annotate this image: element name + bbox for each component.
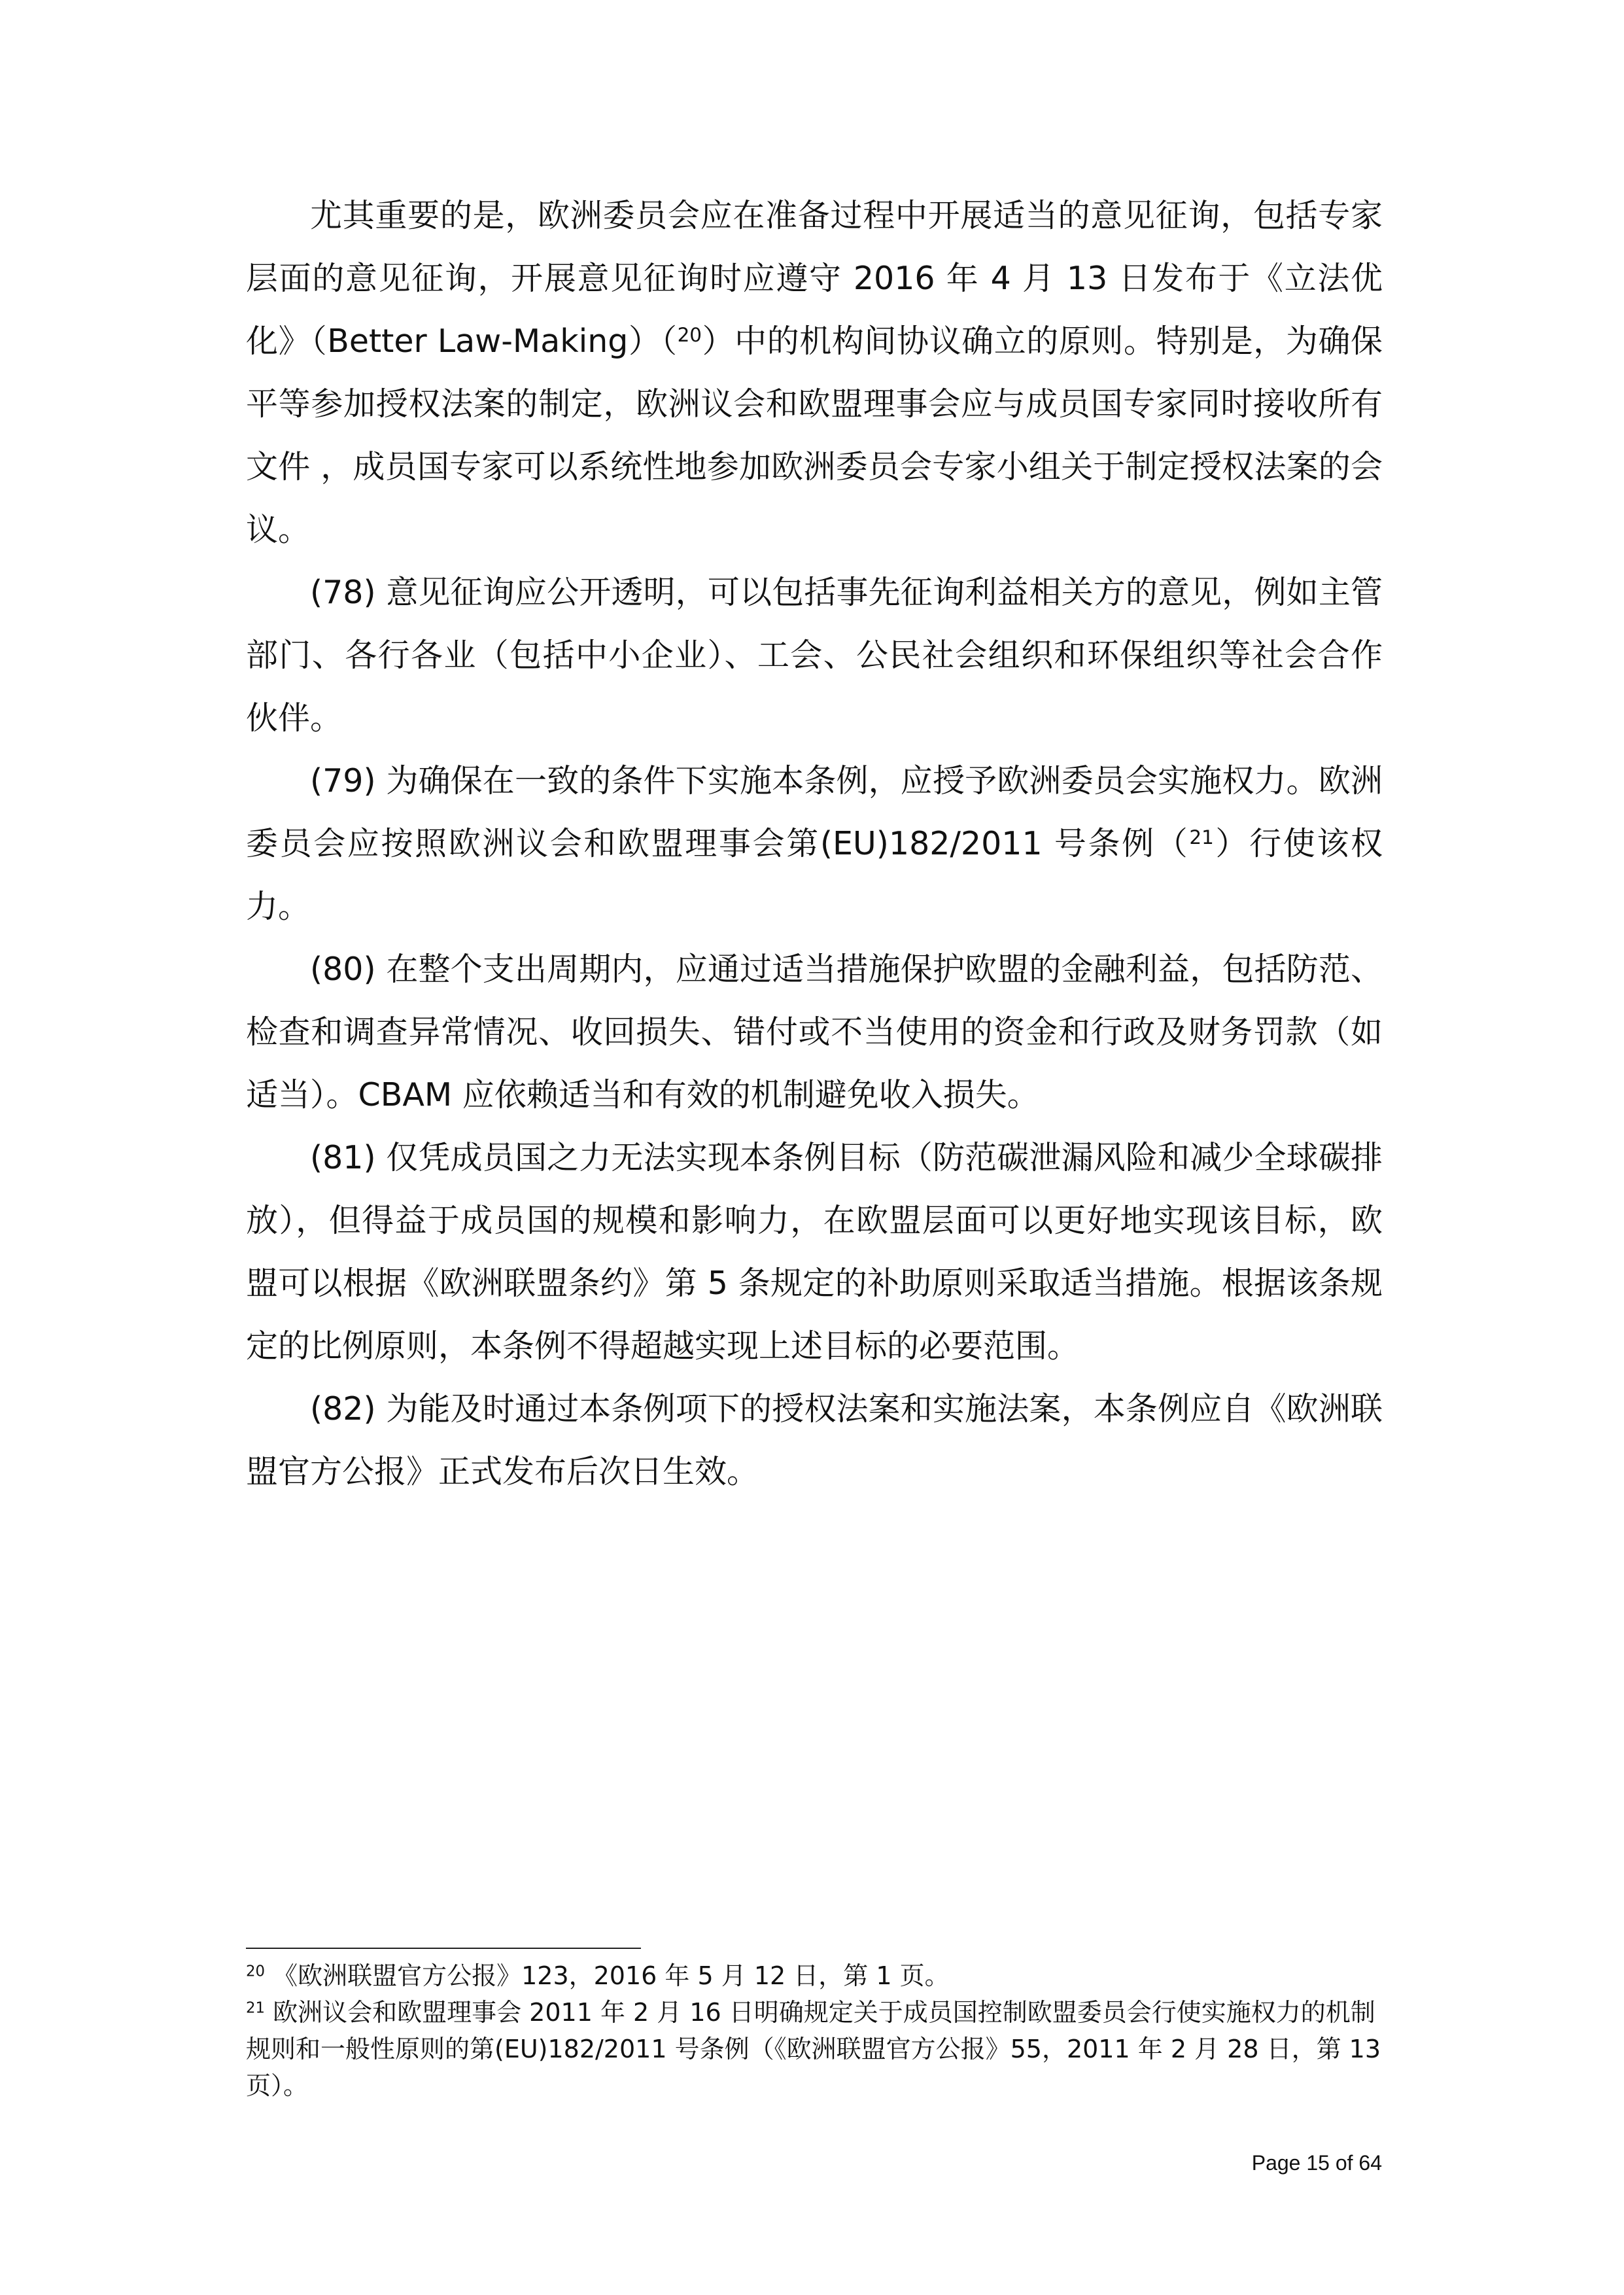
paragraph-80: (80) 在整个支出周期内，应通过适当措施保护欧盟的金融利益，包括防范、检查和调查异常情况、收回损失、错付或不当使用的资金和行政及财务罚款（如适当）。CBAM 应依赖适当和有效的机制避免收入损失。 [246,951,1383,1113]
paragraph-intro [246,184,1383,561]
footnote-21 [246,1994,1384,2104]
page-number: Page 15 of 64 [1251,2151,1382,2175]
footnote-ref-20[interactable]: 20 [677,323,702,346]
footnote-21-text: 欧洲议会和欧盟理事会 2011 年 2 月 16 日明确规定关于成员国控制欧盟委员会行使实施权力的机制规则和一般性原则的第(EU)182/2011 号条例（《欧洲联盟官方公报》55，2011 年 2 月 28 日，第 13 页）。 [246,1998,1381,2100]
paragraph-intro-text-a: 尤其重要的是，欧洲委员会应在准备过程中开展适当的意见征询，包括专家层面的意见征询，开展意见征询时应遵守 2016 年 4 月 13 日发布于《立法优化》（Better Law-Making）（ [246,197,1383,360]
footnote-separator [246,1948,641,1949]
main-text [246,184,1383,1503]
footnotes [246,1957,1384,2104]
paragraph-81: (81) 仅凭成员国之力无法实现本条例目标（防范碳泄漏风险和减少全球碳排放），但得益于成员国的规模和影响力，在欧盟层面可以更好地实现该目标，欧盟可以根据《欧洲联盟条约》第 5 条规定的补助原则采取适当措施。根据该条规定的比例原则，本条例不得超越实现上述目标的必要范围。 [246,1139,1383,1365]
paragraph-79 [246,750,1383,938]
paragraph-82: (82) 为能及时通过本条例项下的授权法案和实施法案，本条例应自《欧洲联盟官方公报》正式发布后次日生效。 [246,1390,1383,1490]
paragraph-79-text-b: ）行使该权力。 [246,825,1383,925]
paragraph-intro-text-b: ）中的机构间协议确立的原则。特别是，为确保平等参加授权法案的制定，欧洲议会和欧盟理事会应与成员国专家同时接收所有文件 ，成员国专家可以系统性地参加欧洲委员会专家小组关于制定授权法案的会议。 [246,323,1383,548]
footnote-21-number: 21 [246,1999,266,2017]
paragraph-79-text-a: (79) 为确保在一致的条件下实施本条例，应授予欧洲委员会实施权力。欧洲委员会应按照欧洲议会和欧盟理事会第(EU)182/2011 号条例（ [246,762,1383,862]
footnote-20-text: 《欧洲联盟官方公报》123，2016 年 5 月 12 日，第 1 页。 [265,1961,950,1990]
footnote-ref-21[interactable]: 21 [1189,826,1214,849]
paragraph-78: (78) 意见征询应公开透明，可以包括事先征询利益相关方的意见，例如主管部门、各行各业（包括中小企业）、工会、公民社会组织和环保组织等社会合作伙伴。 [246,574,1383,737]
footnote-20 [246,1957,1384,1994]
footnote-20-number: 20 [246,1963,266,1980]
